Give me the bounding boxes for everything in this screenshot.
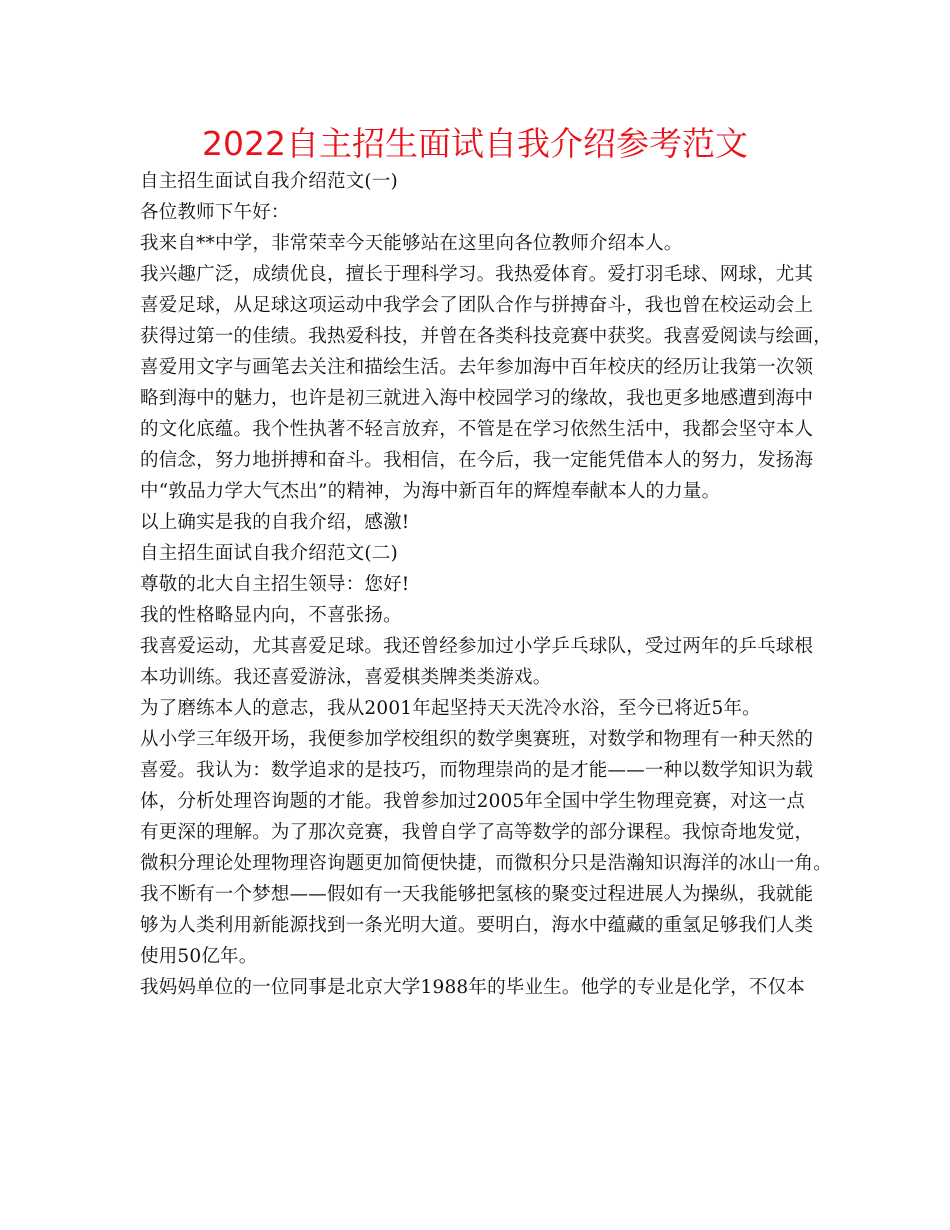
- body-line: 我妈妈单位的一位同事是北京大学1988年的毕业生。他学的专业是化学，不仅本: [140, 977, 805, 998]
- document-body: [140, 166, 832, 1003]
- body-line: 我兴趣广泛，成绩优良，擅长于理科学习。我热爱体育。爱打羽毛球、网球，尤其: [140, 264, 814, 285]
- body-line: 喜爱足球，从足球这项运动中我学会了团队合作与拼搏奋斗，我也曾在校运动会上: [140, 295, 814, 316]
- body-line: 获得过第一的佳绩。我热爱科技，并曾在各类科技竞赛中获奖。我喜爱阅读与绘画，: [140, 326, 832, 347]
- body-line: 各位教师下午好：: [140, 202, 290, 223]
- body-line: 体，分析处理咨询题的才能。我曾参加过2005年全国中学生物理竞赛，对这一点: [140, 791, 805, 812]
- body-line: 略到海中的魅力，也许是初三就进入海中校园学习的缘故，我也更多地感遭到海中: [140, 388, 814, 409]
- body-line: 以上确实是我的自我介绍，感激!: [140, 512, 410, 533]
- document-title: 2022自主招生面试自我介绍参考范文: [202, 124, 748, 163]
- body-line: 使用50亿年。: [140, 946, 258, 967]
- body-line: 的文化底蕴。我个性执著不轻言放弃，不管是在学习依然生活中，我都会坚守本人: [140, 419, 814, 440]
- body-line: 自主招生面试自我介绍范文(一): [140, 171, 398, 192]
- body-line: 够为人类利用新能源找到一条光明大道。要明白，海水中蕴藏的重氢足够我们人类: [140, 915, 814, 936]
- body-line: 本功训练。我还喜爱游泳，喜爱棋类牌类类游戏。: [140, 667, 552, 688]
- body-line: 我来自**中学，非常荣幸今天能够站在这里向各位教师介绍本人。: [140, 233, 683, 254]
- body-line: 为了磨练本人的意志，我从2001年起坚持天天洗冷水浴，至今已将近5年。: [140, 698, 761, 719]
- body-line: 的信念，努力地拼搏和奋斗。我相信，在今后，我一定能凭借本人的努力，发扬海: [140, 450, 814, 471]
- body-line: 喜爱。我认为：数学追求的是技巧，而物理崇尚的是才能——一种以数学知识为载: [140, 760, 814, 781]
- body-line: 我喜爱运动，尤其喜爱足球。我还曾经参加过小学乒乓球队，受过两年的乒乓球根: [140, 636, 814, 657]
- body-line: 自主招生面试自我介绍范文(二): [140, 543, 398, 564]
- body-line: 我的性格略显内向，不喜张扬。: [140, 605, 402, 626]
- body-line: 我不断有一个梦想——假如有一天我能够把氢核的聚变过程进展人为操纵，我就能: [140, 884, 814, 905]
- body-line: 有更深的理解。为了那次竞赛，我曾自学了高等数学的部分课程。我惊奇地发觉，: [140, 822, 814, 843]
- body-line: 微积分理论处理物理咨询题更加简便快捷，而微积分只是浩瀚知识海洋的冰山一角。: [140, 853, 832, 874]
- body-line: 喜爱用文字与画笔去关注和描绘生活。去年参加海中百年校庆的经历让我第一次领: [140, 357, 814, 378]
- body-line: 中“敦品力学大气杰出”的精神，为海中新百年的辉煌奉献本人的力量。: [140, 481, 721, 502]
- body-line: 从小学三年级开场，我便参加学校组织的数学奥赛班，对数学和物理有一种天然的: [140, 729, 814, 750]
- body-line: 尊敬的北大自主招生领导：您好!: [140, 574, 410, 595]
